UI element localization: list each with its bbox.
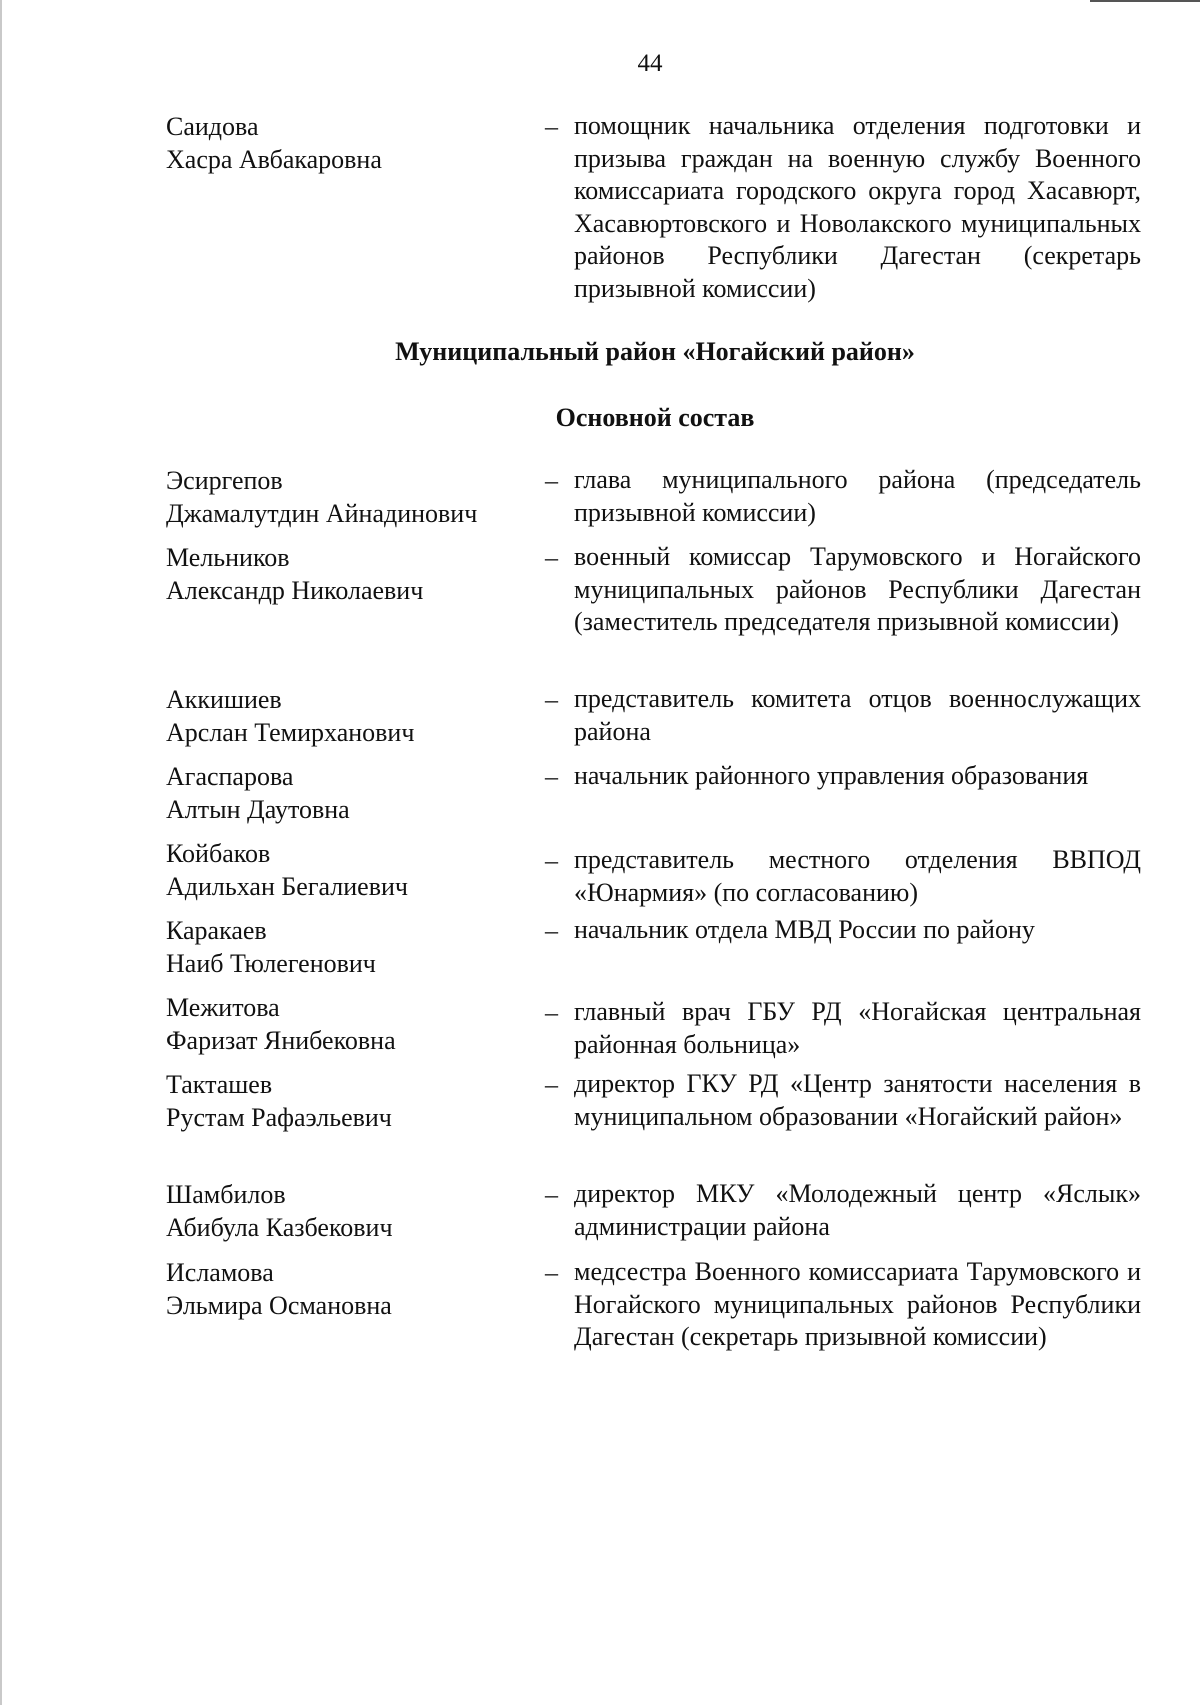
dash-separator: –	[545, 998, 558, 1027]
member-given-names: Адильхан Бегалиевич	[166, 872, 408, 901]
member-role: начальник отдела МВД России по району	[574, 915, 1035, 944]
member-surname: Аккишиев	[166, 685, 282, 714]
member-given-names: Арслан Темирханович	[166, 718, 415, 747]
member-given-names: Алтын Даутовна	[166, 795, 350, 824]
member-name	[166, 110, 526, 176]
member-name	[166, 683, 526, 749]
member-name	[166, 541, 526, 607]
dash-separator: –	[545, 762, 558, 791]
dash-separator: –	[545, 112, 558, 141]
member-name	[166, 914, 526, 980]
member-name	[166, 464, 526, 530]
member-role: медсестра Военного комиссариата Тарумовского и Ногайского муниципальных районов Республики Дагестан (секретарь призывной комиссии)	[574, 1257, 1141, 1351]
dash-separator: –	[545, 543, 558, 572]
member-given-names: Фаризат Янибековна	[166, 1026, 396, 1055]
member-given-names: Хасра Авбакаровна	[166, 145, 382, 174]
member-surname: Эсиргепов	[166, 466, 283, 495]
dash-separator: –	[545, 846, 558, 875]
member-surname: Каракаев	[166, 916, 267, 945]
member-surname: Саидова	[166, 112, 259, 141]
member-surname: Мельников	[166, 543, 290, 572]
subsection-title: Основной состав	[555, 403, 755, 432]
member-role: начальник районного управления образования	[574, 761, 1089, 790]
dash-separator: –	[545, 916, 558, 945]
page-number: 44	[637, 50, 663, 77]
member-name	[166, 760, 526, 826]
dash-separator: –	[545, 1258, 558, 1287]
member-surname: Такташев	[166, 1070, 273, 1099]
member-name	[166, 1178, 526, 1244]
member-given-names: Джамалутдин Айнадинович	[166, 499, 478, 528]
dash-separator: –	[545, 466, 558, 495]
member-given-names: Наиб Тюлегенович	[166, 949, 376, 978]
member-role: помощник начальника отделения подготовки и призыва граждан на военную службу Военного комиссариата городского округа город Хасавюрт, Хасавюртовского и Новолакского муниципальных районов Республики Дагестан (секретарь призывной комиссии)	[574, 111, 1141, 303]
member-role: директор ГКУ РД «Центр занятости населения в муниципальном образовании «Ногайский район»	[574, 1069, 1141, 1131]
member-surname: Межитова	[166, 993, 280, 1022]
member-surname: Исламова	[166, 1258, 274, 1287]
dash-separator: –	[545, 1180, 558, 1209]
member-role: глава муниципального района (председатель призывной комиссии)	[574, 465, 1141, 527]
member-given-names: Александр Николаевич	[166, 576, 424, 605]
section-title: Муниципальный район «Ногайский район»	[395, 337, 915, 366]
member-role: представитель комитета отцов военнослужащих района	[574, 684, 1141, 746]
member-role: военный комиссар Тарумовского и Ногайского муниципальных районов Республики Дагестан (заместитель председателя призывной комиссии)	[574, 542, 1141, 636]
member-given-names: Абибула Казбекович	[166, 1213, 393, 1242]
dash-separator: –	[545, 685, 558, 714]
member-name	[166, 991, 526, 1057]
dash-separator: –	[545, 1070, 558, 1099]
member-surname: Шамбилов	[166, 1180, 286, 1209]
member-role: представитель местного отделения ВВПОД «Юнармия» (по согласованию)	[574, 845, 1141, 907]
member-surname: Агаспарова	[166, 762, 294, 791]
member-role: главный врач ГБУ РД «Ногайская центральная районная больница»	[574, 997, 1141, 1059]
member-surname: Койбаков	[166, 839, 271, 868]
member-role: директор МКУ «Молодежный центр «Яслык» администрации района	[574, 1179, 1141, 1241]
corner-mark	[1090, 0, 1200, 2]
member-given-names: Эльмира Османовна	[166, 1291, 392, 1320]
member-given-names: Рустам Рафаэльевич	[166, 1103, 392, 1132]
member-name	[166, 837, 526, 903]
member-name	[166, 1068, 526, 1134]
member-name	[166, 1256, 526, 1322]
page-edge-line	[0, 0, 2, 1705]
